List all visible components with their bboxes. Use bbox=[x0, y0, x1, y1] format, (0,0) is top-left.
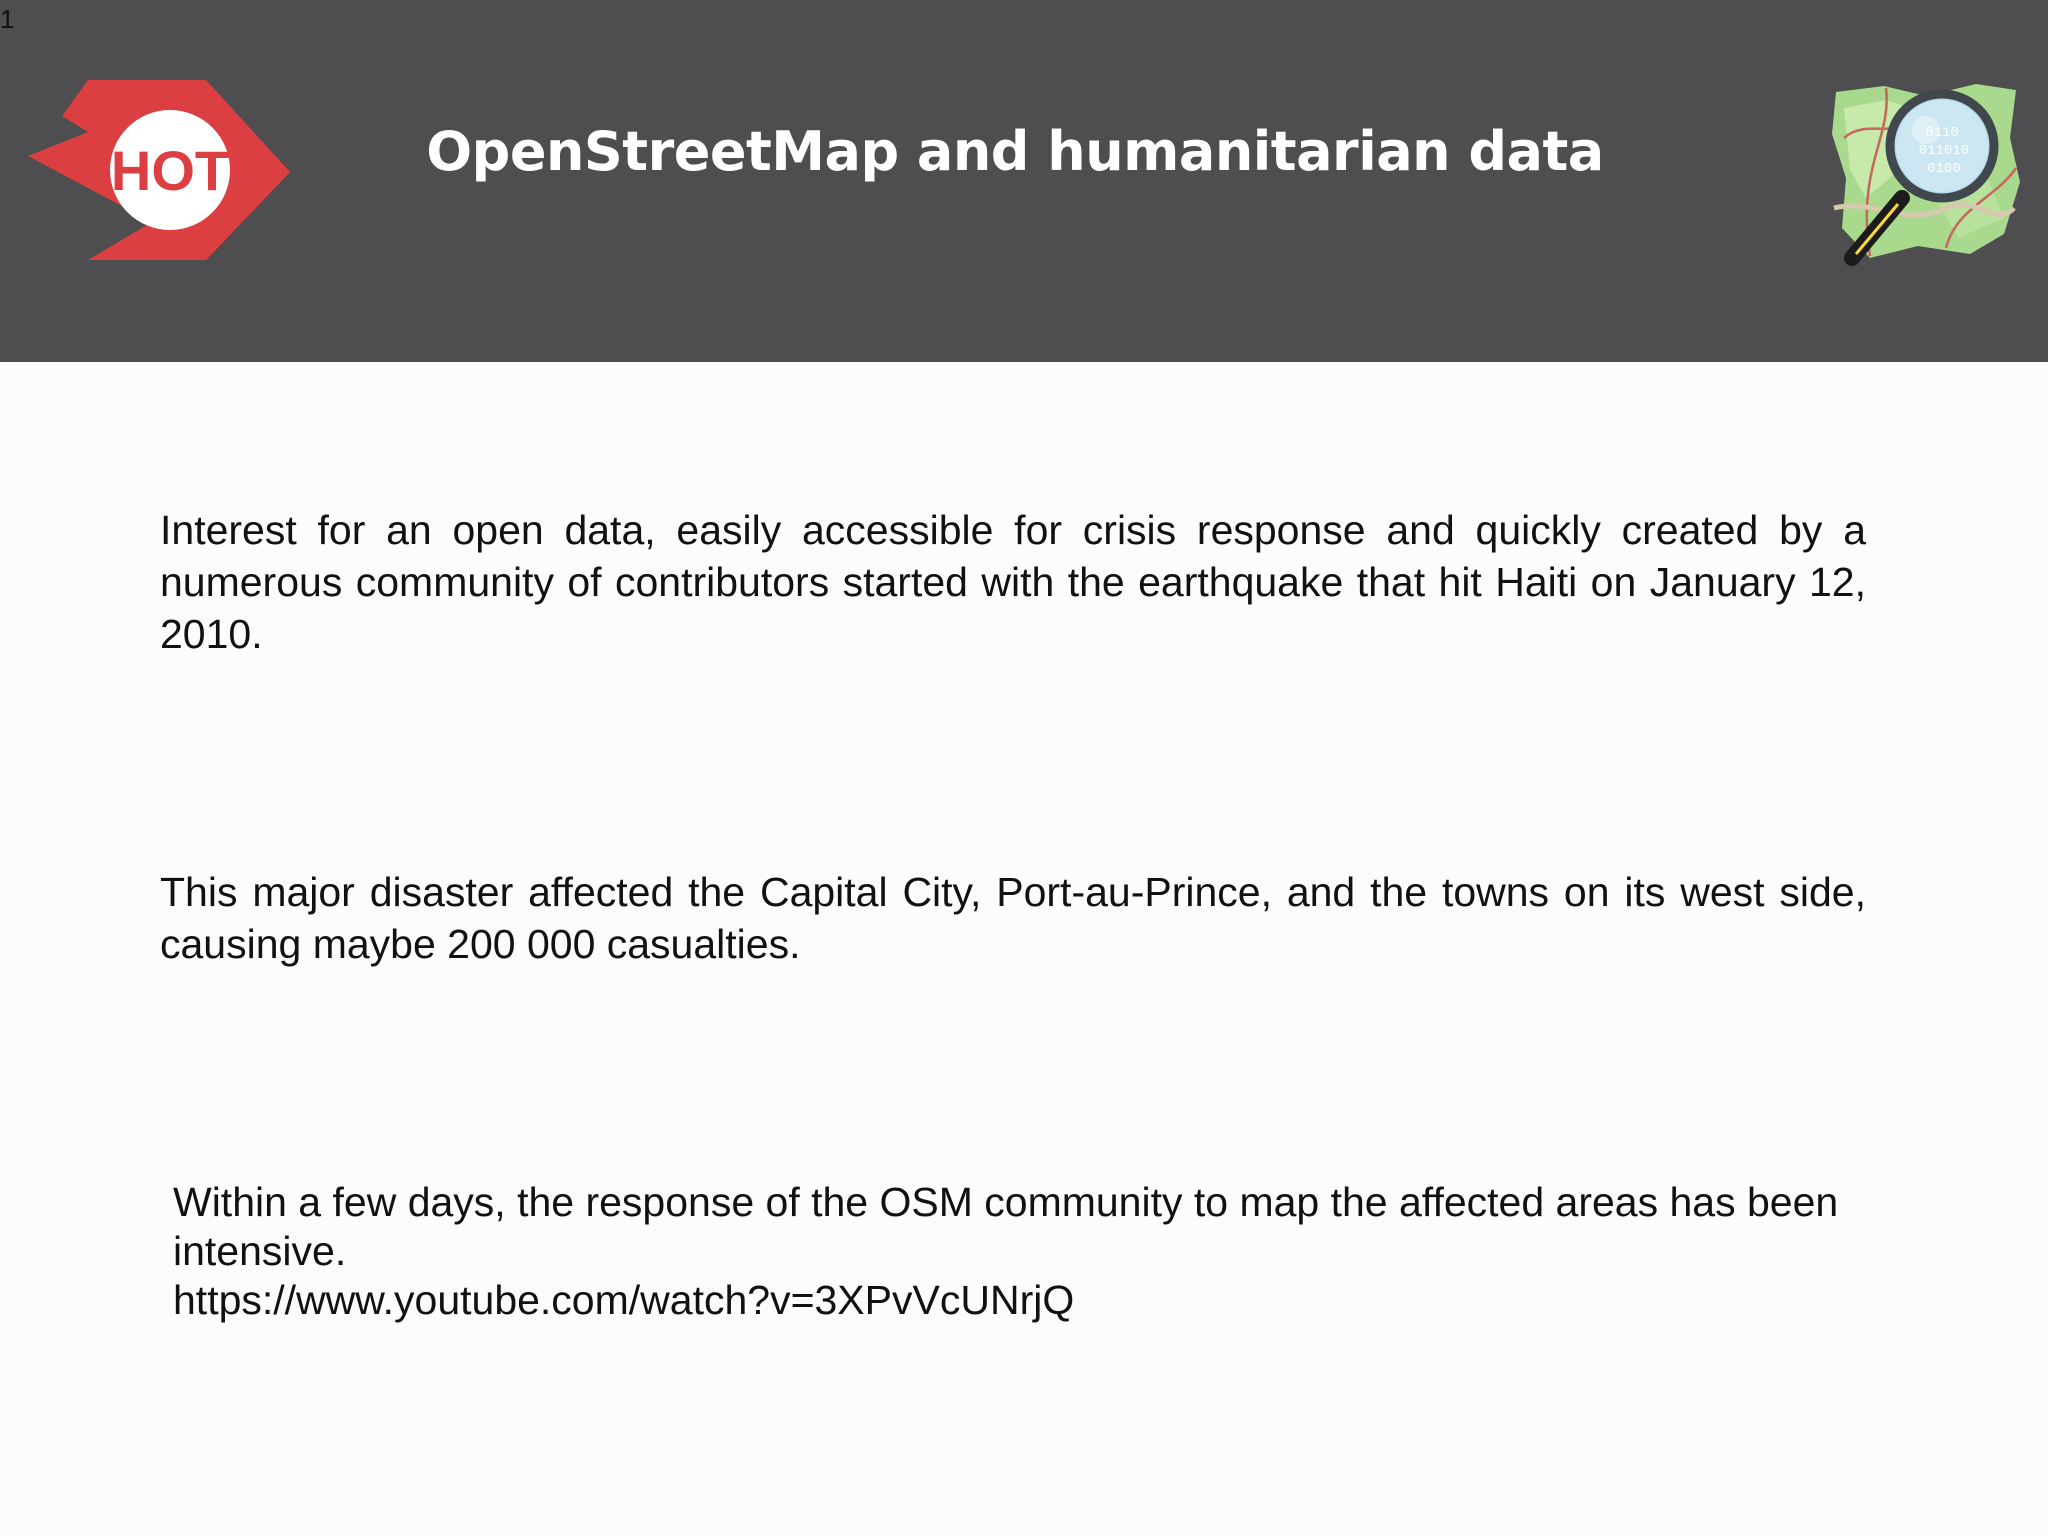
paragraph-haiti-interest: Interest for an open data, easily accessible for crisis response and quickly created by a numerous community of contributors started with the earthquake that hit Haiti on January 12, 2010. bbox=[160, 507, 1866, 657]
slide-number: 1 bbox=[0, 4, 15, 34]
paragraph-disaster-impact: This major disaster affected the Capital City, Port-au-Prince, and the towns on its west side, causing maybe 200 000 casualties. bbox=[160, 869, 1866, 967]
paragraph-osm-response-text: Within a few days, the response of the OSM community to map the affected areas has been intensive. bbox=[173, 1179, 1839, 1274]
svg-text:0110: 0110 bbox=[1925, 125, 1959, 141]
svg-text:011010: 011010 bbox=[1918, 143, 1970, 159]
hot-logo-text: HOT bbox=[110, 139, 230, 202]
hot-logo-icon bbox=[28, 80, 314, 260]
slide-title: OpenStreetMap and humanitarian data bbox=[426, 120, 1604, 183]
paragraph-osm-response bbox=[173, 1178, 1893, 1325]
svg-text:0100: 0100 bbox=[1927, 161, 1961, 177]
slide-header bbox=[0, 0, 2048, 362]
osm-magnifier-map-icon bbox=[1826, 78, 2022, 274]
youtube-link[interactable]: https://www.youtube.com/watch?v=3XPvVcUNrjQ bbox=[173, 1277, 1075, 1323]
